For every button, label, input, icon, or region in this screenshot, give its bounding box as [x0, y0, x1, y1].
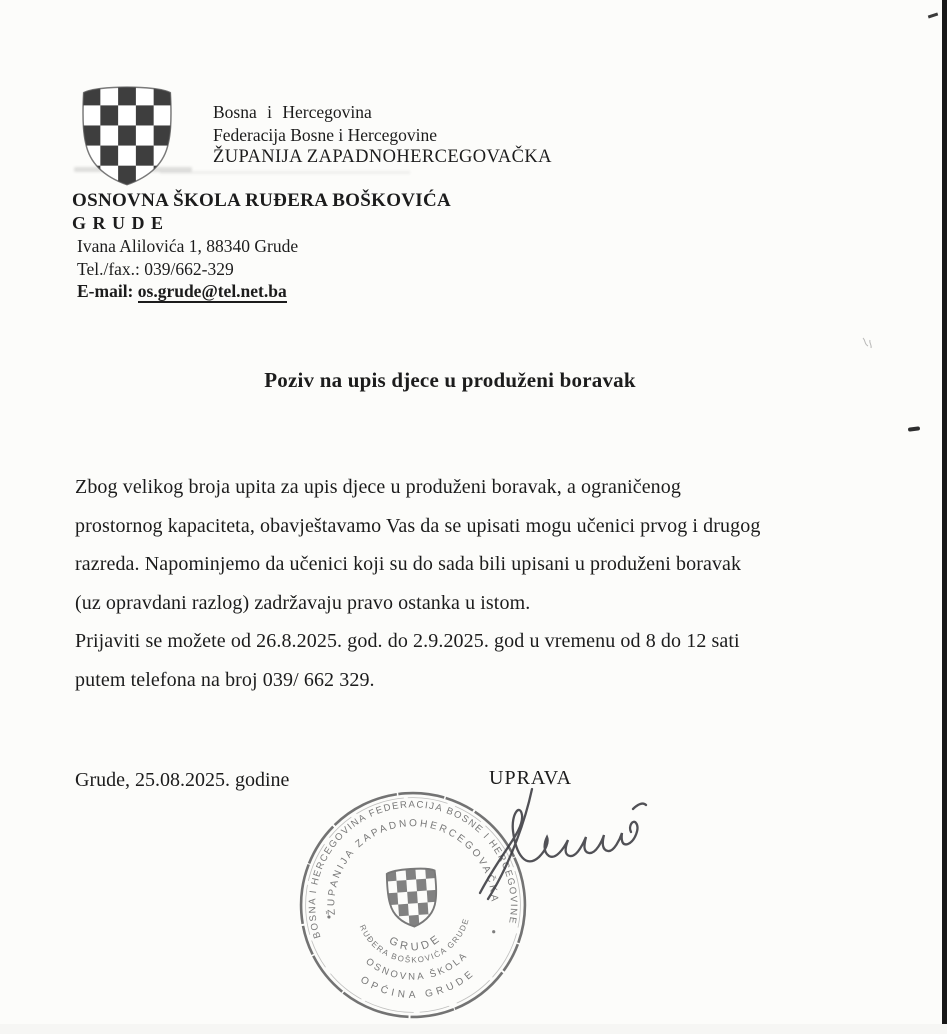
coat-of-arms-icon [74, 80, 180, 190]
handwritten-signature [452, 779, 667, 914]
body-text [75, 468, 760, 699]
body-line: razreda. Napominjemo da učenici koji su do sada bili upisani u produženi boravak [75, 553, 742, 575]
school-name: OSNOVNA ŠKOLA RUĐERA BOŠKOVIĆA [72, 190, 452, 211]
scan-speck [860, 334, 878, 352]
school-address: Ivana Alilovića 1, 88340 Grude [77, 236, 299, 256]
stamp-text-place: GRUDE [387, 931, 445, 954]
school-info-block [72, 189, 451, 303]
body-line: prostornog kapaciteta, obavještavamo Vas da se upisati mogu učenici prvog i drugog [75, 514, 761, 537]
checkerboard-pattern [74, 80, 180, 190]
letterhead-county: ŽUPANIJA ZAPADNOHERCEGOVAČKA [213, 147, 552, 167]
body-line: Zbog velikog broja upita za upis djece u produženi boravak, a ograničenog [75, 476, 681, 498]
stamp-dot [327, 915, 330, 918]
scan-speck [928, 13, 938, 19]
stamp-text-school-name: RUĐERA BOŠKOVIĆA GRUDE [357, 916, 471, 965]
stamp-text-outer-top: BOSNA I HERCEGOVINA FEDERACIJA BOSNE I HERCEGOVINE [307, 799, 519, 940]
body-line: (uz opravdani razlog) zadržavaju pravo ostanka u istom. [75, 591, 531, 614]
stamp-text-school: OSNOVNA ŠKOLA [363, 949, 471, 983]
scan-edge-line [942, 0, 947, 1024]
school-email-line [72, 280, 451, 303]
letterhead [213, 101, 552, 169]
letterhead-federation: Federacija Bosne i Hercegovine [213, 124, 438, 145]
stamp-text-inner-top: ŽUPANIJA ZAPADNOHERCEGOVAČKA [326, 818, 500, 916]
stamp-dot [492, 930, 495, 933]
scan-smudge [160, 171, 410, 174]
body-line: putem telefona na broj 039/ 662 329. [75, 668, 375, 691]
school-email: os.grude@tel.net.ba [137, 281, 287, 301]
school-phone: Tel./fax.: 039/662-329 [77, 258, 234, 279]
stamp-text-outer-bottom: OPĆINA GRUDE [358, 967, 479, 1001]
body-line: Prijaviti se možete od 26.8.2025. god. do 2.9.2025. god u vremenu od 8 do 12 sati [75, 630, 740, 652]
stamp-crest-icon [381, 863, 444, 932]
scan-speck [908, 426, 920, 431]
place-date-line: Grude, 25.08.2025. godine [75, 769, 290, 791]
school-city: G R U D E [72, 213, 165, 233]
letterhead-country: Bosna i Hercegovina [213, 102, 372, 122]
document-title: Poziv na upis djece u produženi boravak [264, 368, 636, 392]
signature-stroke [633, 804, 646, 809]
signature-stroke [480, 810, 637, 893]
signoff-uprava: UPRAVA [489, 767, 573, 789]
email-label: E-mail: [77, 281, 134, 301]
